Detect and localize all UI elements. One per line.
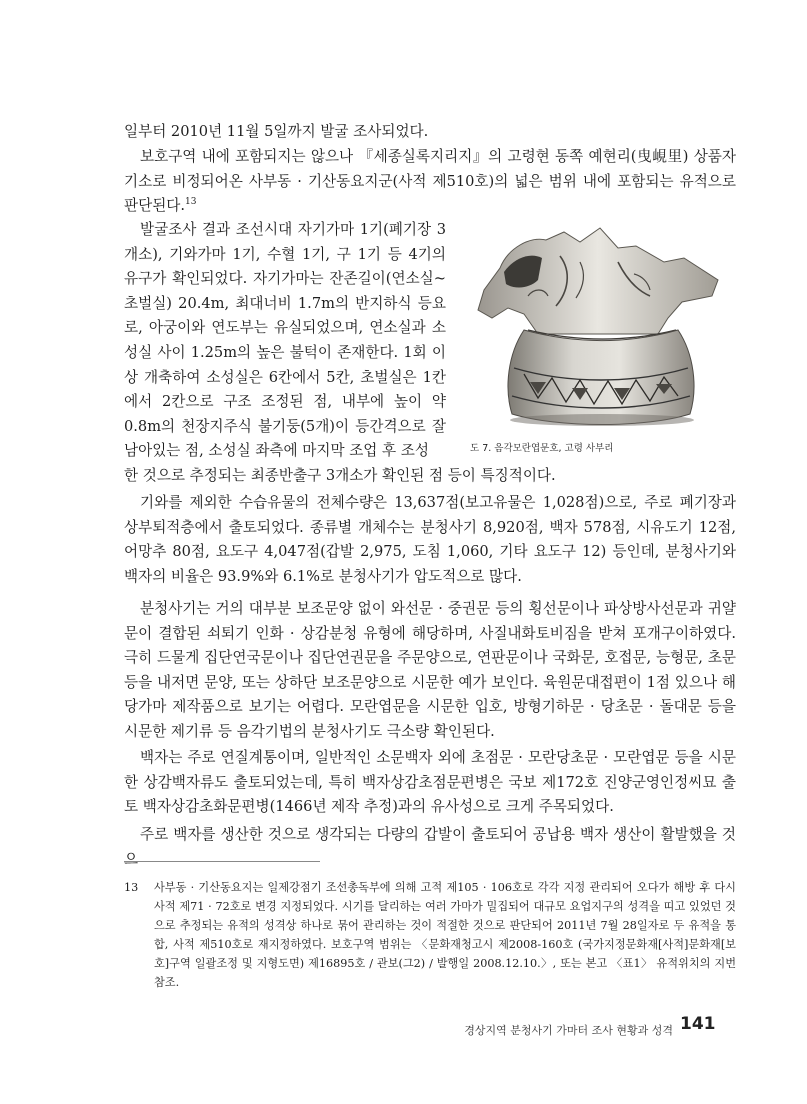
paragraph-5: 분청사기는 거의 대부분 보조문양 없이 와선문 · 중권문 등의 횡선문이나 파상방사선문과 귀얄문이 결합된 쇠퇴기 인화 · 상감분청 유형에 해당하며, 사질내화토비짐을 받쳐 포개구이하였다. 극히 드물게 집단연국문이나 집단연권문을 주문양으로, 연판문이나 국화문, 호접문, 능형문, 초문 등을 내저면 문양, 또는 상하단 보조문양으로 시문한 예가 보인다. 육원문대접편이 1점 있으나 해당가마 제작품으로 보기는 어렵다. 모란엽문을 시문한 입호, 방형기하문 · 당초문 · 돌대문 등을 시문한 제기류 등 음각기법의 분청사기도 극소량 확인된다. [124, 600, 736, 740]
figure-caption: 도 7. 음각모란엽문호, 고령 사부리 [470, 443, 614, 454]
paragraph-6: 백자는 주로 연질계통이며, 일반적인 소문백자 외에 초점문 · 모란당초문 · 모란엽문 등을 시문한 상감백자류도 출토되었는데, 특히 백자상감초점문편병은 국보 제172호 진양군영인정씨묘 출토 백자상감초화문편병(1466년 제작 추정)과의 유사성으로 크게 주목되었다. [124, 749, 736, 816]
footnote-divider [124, 861, 320, 862]
paragraph-4: 기와를 제외한 수습유물의 전체수량은 13,637점(보고유물은 1,028점)으로, 주로 폐기장과 상부퇴적층에서 출토되었다. 종류별 개체수는 분청사기 8,920점, 백자 578점, 시유도기 12점, 어망추 80점, 요도구 4,047점(갑발 2,975, 도침 1,060, 기타 요도구 12) 등인데, 분청사기와 백자의 비율은 93.9%와 6.1%로 분청사기가 압도적으로 많다. [124, 494, 736, 585]
running-head: 경상지역 분청사기 가마터 조사 현황과 성격 [464, 1024, 673, 1037]
footnote-number: 13 [124, 881, 139, 894]
paragraph-3-end: 한 것으로 추정되는 최종반출구 3개소가 확인된 점 등이 특징적이다. [124, 467, 556, 484]
ceramic-jar-photo [468, 218, 726, 430]
page-number: 141 [680, 1014, 716, 1034]
paragraph-2-text: 보호구역 내에 포함되지는 않으나 『세종실록지리지』의 고령현 동쪽 예현리(曳峴里) 상품자기소로 비정되어온 사부동 · 기산동요지군(사적 제510호)의 넓은 범위 내에 포함되는 유적으로 판단된다. [124, 148, 736, 215]
paragraph-7: 주로 백자를 생산한 것으로 생각되는 다량의 갑발이 출토되어 공납용 백자 생산이 활발했을 것으 [124, 826, 736, 868]
paragraph-3-wrapped: 발굴조사 결과 조선시대 자기가마 1기(폐기장 3개소), 기와가마 1기, 수혈 1기, 구 1기 등 4기의 유구가 확인되었다. 자기가마는 잔존길이(연소실~초벌실) 20.4m, 최대너비 1.7m의 반지하식 등요로, 아궁이와 연도부는 유실되었으며, 연소실과 소성실 사이 1.25m의 높은 불턱이 존재한다. 1회 이상 개축하여 소성실은 6칸에서 5칸, 초벌실은 1칸에서 2칸으로 구조 조정된 점, 내부에 높이 약 0.8m의 천장지주식 불기둥(5개)이 등간격으로 잘 남아있는 점, 소성실 좌측에 마지막 조업 후 조성 [124, 221, 446, 460]
paragraph-2 [124, 145, 736, 219]
paragraph-1: 일부터 2010년 11월 5일까지 발굴 조사되었다. [124, 123, 429, 140]
footnote-text: 사부동 · 기산동요지는 일제강점기 조선총독부에 의해 고적 제105 · 106호로 각각 지정 관리되어 오다가 해방 후 다시 사적 제71 · 72호로 변경 지정되었다. 시기를 달리하는 여러 가마가 밀집되어 대규모 요업지구의 성격을 띠고 있었던 것으로 추정되는 유적의 성격상 하나로 묶어 관리하는 것이 적절한 것으로 판단되어 2011년 7월 28일자로 두 유적을 통합, 사적 제510호로 재지정하였다. 보호구역 범위는 〈문화재청고시 제2008-160호 (국가지정문화재[사적]문화재[보호]구역 일괄조정 및 지형도면) 제16895호 / 관보(그2) / 발행일 2008.12.10.〉, 또는 본고 〈표1〉 유적위치의 지번 참조. [154, 881, 736, 989]
footnote-reference: 13 [185, 197, 197, 208]
